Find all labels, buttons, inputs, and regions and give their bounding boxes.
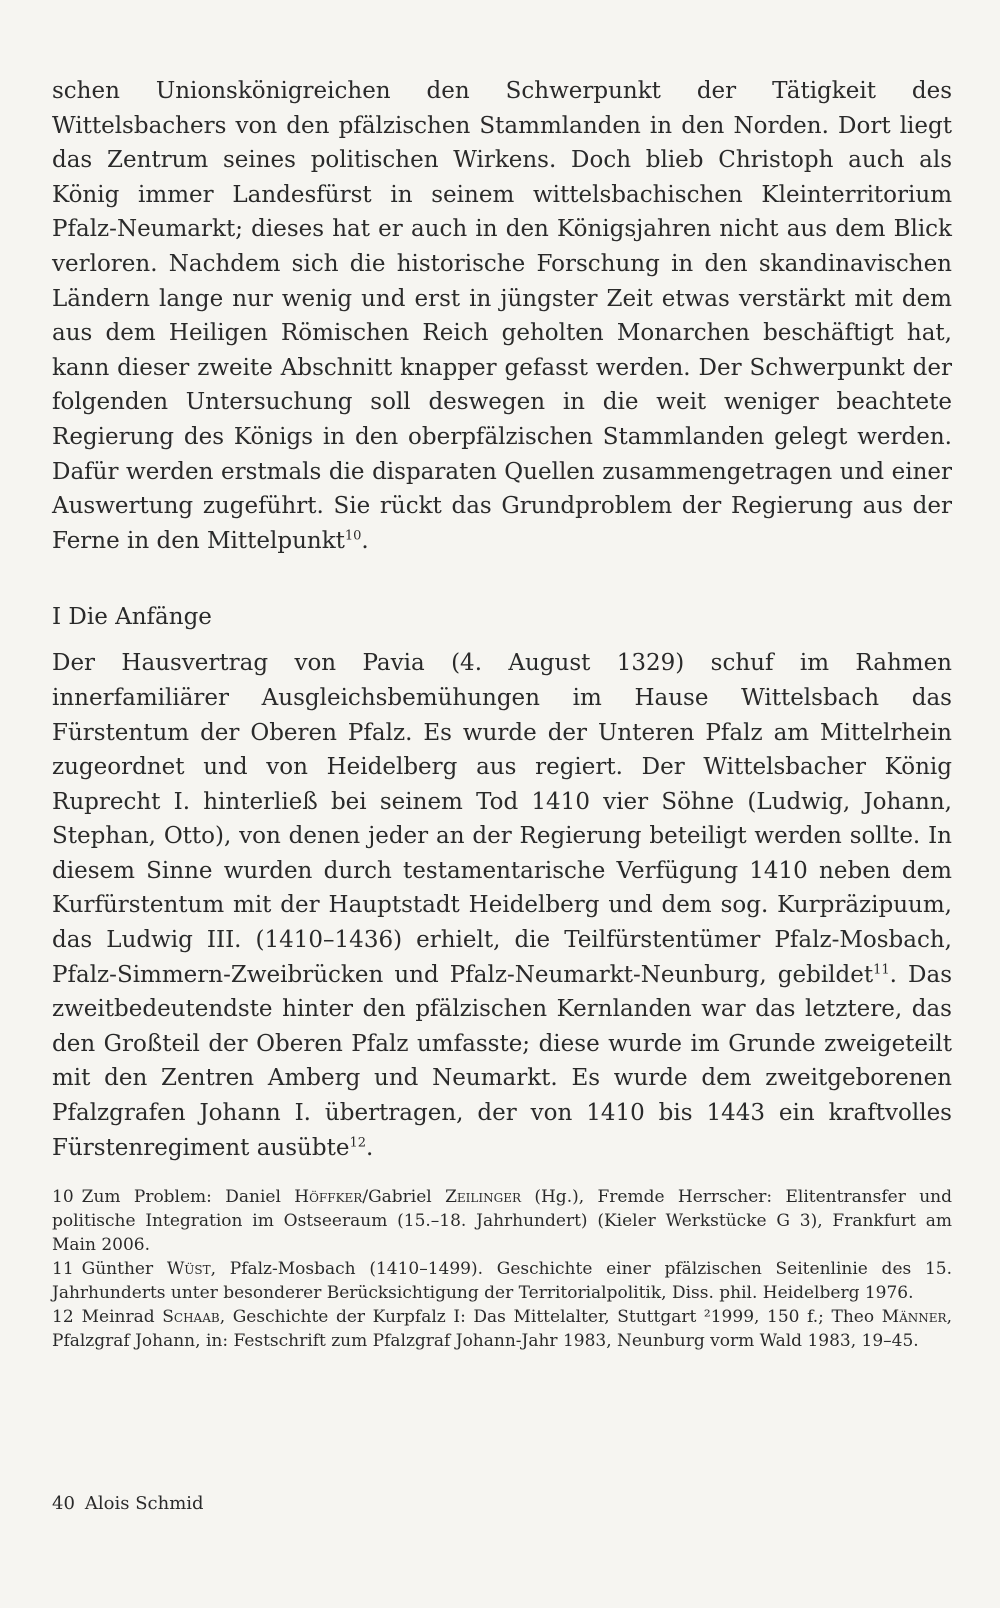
running-author: Alois Schmid <box>84 1493 204 1514</box>
page-footer <box>52 1492 204 1516</box>
page-number: 40 <box>52 1493 75 1514</box>
footnote-10 <box>52 1185 952 1257</box>
footnote-11 <box>52 1257 952 1305</box>
footnote-text: , Pfalzgraf Johann, in: Festschrift zum Pfalzgraf Johann-Jahr 1983, Neunburg vorm Wald 1983, 19–45. <box>52 1307 952 1352</box>
author-name: Wüst <box>166 1259 211 1280</box>
footnote-text: /Gabriel <box>362 1187 446 1208</box>
footnote-12 <box>52 1305 952 1353</box>
paragraph-1-text: schen Unionskönigreichen den Schwerpunkt der Tätigkeit des Wittelsbachers von den pfälzischen Stammlanden in den Norden. Dort liegt das Zentrum seines politischen Wirkens. Doch blieb Christoph auch als König immer Landesfürst in seinem wittelsbachischen Kleinterritorium Pfalz-Neumarkt; dieses hat er auch in den Königsjahren nicht aus dem Blick verloren. Nachdem sich die historische Forschung in den skandinavischen Ländern lange nur wenig und erst in jüngster Zeit etwas verstärkt mit dem aus dem Heiligen Römischen Reich geholten Monarchen beschäftigt hat, kann dieser zweite Abschnitt knapper gefasst werden. Der Schwerpunkt der folgenden Untersuchung soll deswegen in die weit weniger beachtete Regierung des Königs in den oberpfälzischen Stammlanden gelegt werden. Dafür werden erstmals die disparaten Quellen zusammengetragen und einer Auswertung zugeführt. Sie rückt das Grundproblem der Regierung aus der Ferne in den Mittelpunkt <box>52 78 952 554</box>
author-name: Schaab <box>162 1307 220 1328</box>
body-paragraph-2 <box>52 646 952 1165</box>
author-name: Männer <box>881 1307 947 1328</box>
footnote-text: (Hg.), Fremde Herrscher: Elitentransfer und politische Integration im Ostseeraum (15.–18. Jahrhundert) (Kieler Werkstücke G 3), Frankfurt am Main 2006. <box>52 1187 952 1256</box>
footnote-ref-10[interactable]: 10 <box>344 528 362 544</box>
footnote-number: 11 <box>52 1259 74 1280</box>
footnote-ref-12[interactable]: 12 <box>349 1134 366 1150</box>
paragraph-2-continuation: . Das zweitbedeutendste hinter den pfälzischen Kernlanden war das letztere, das den Großteil der Oberen Pfalz umfasste; diese wurde im Grunde zweigeteilt mit den Zentren Amberg und Neumarkt. Es wurde dem zweitgeborenen Pfalzgrafen Johann I. übertragen, der von 1410 bis 1443 ein kraftvolles Fürstenregiment ausübte <box>52 961 953 1161</box>
footnote-text: Günther <box>81 1259 167 1280</box>
paragraph-2-end: . <box>365 1134 374 1161</box>
footnote-number: 10 <box>52 1187 74 1208</box>
footnote-ref-11[interactable]: 11 <box>873 962 890 977</box>
footnote-text: , Geschichte der Kurpfalz I: Das Mittelalter, Stuttgart ²1999, 150 f.; Theo <box>219 1307 882 1328</box>
paragraph-2-text: Der Hausvertrag von Pavia (4. August 1329) schuf im Rahmen innerfamiliärer Ausgleichsbemühungen im Hause Wittelsbach das Fürstentum der Oberen Pfalz. Es wurde der Unteren Pfalz am Mittelrhein zugeordnet und von Heidelberg aus regiert. Der Wittelsbacher König Ruprecht I. hinterließ bei seinem Tod 1410 vier Söhne (Ludwig, Johann, Stephan, Otto), von denen jeder an der Regierung beteiligt werden sollte. In diesem Sinne wurden durch testamentarische Verfügung 1410 neben dem Kurfürstentum mit der Hauptstadt Heidelberg und dem sog. Kurpräzipuum, das Ludwig III. (1410–1436) erhielt, die Teilfürstentümer Pfalz-Mosbach, Pfalz-Simmern-Zweibrücken und Pfalz-Neumarkt-Neunburg, gebildet <box>52 650 952 988</box>
body-paragraph-1 <box>52 74 952 558</box>
footnote-text: Meinrad <box>81 1307 163 1328</box>
section-heading: I Die Anfänge <box>52 604 212 631</box>
footnote-text: Zum Problem: Daniel <box>81 1187 295 1208</box>
footnotes <box>52 1185 952 1353</box>
author-name: Zeilinger <box>445 1187 521 1208</box>
document-page <box>52 74 952 1604</box>
footnote-text: , Pfalz-Mosbach (1410–1499). Geschichte einer pfälzischen Seitenlinie des 15. Jahrhunderts unter besonderer Berücksichtigung der Territorialpolitik, Diss. phil. Heidelberg 1976. <box>52 1259 952 1304</box>
author-name: Höffker <box>294 1187 363 1208</box>
footnote-number: 12 <box>52 1307 74 1328</box>
paragraph-1-end: . <box>361 527 369 554</box>
